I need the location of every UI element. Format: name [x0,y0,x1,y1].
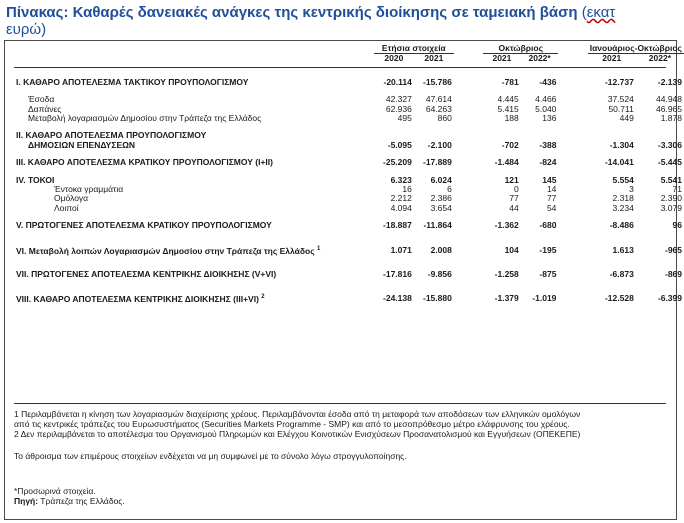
cell-value: 0 [514,184,519,195]
cell-value: 4.445 [497,94,519,105]
header-year: 2022* [648,53,672,64]
header-year: 2021 [602,53,622,64]
row-label: ΔΗΜΟΣΙΩΝ ΕΠΕΝΔΥΣΕΩΝ [28,139,136,150]
header-group-annual: Ετήσια στοιχεία [374,44,454,54]
source-line: Πηγή: Τράπεζα της Ελλάδος. [14,496,125,506]
row-label: VIII. ΚΑΘΑΡΟ ΑΠΟΤΕΛΕΣΜΑ ΚΕΝΤΡΙΚΗΣ ΔΙΟΙΚΗΣΗΣ (III+VI) $^2$ [16,294,265,305]
cell-value: 3 [629,184,634,195]
row-label: VII. ΠΡΩΤΟΓΕΝΕΣ ΑΠΟΤΕΛΕΣΜΑ ΚΕΝΤΡΙΚΗΣ ΔΙΟΙΚΗΣΗΣ (V+VI) [16,268,277,279]
footnote-1: 1 Περιλαμβάνεται η κίνηση των λογαριασμών διαχείρισης χρέους. Περιλαμβάνονται έσοδα από τη μεταφορά των αποδόσεων των ελληνικών ομολόγων [14,409,581,419]
cell-value: 54 [546,202,557,213]
cell-value: -1.258 [494,268,519,279]
row-label: II. ΚΑΘΑΡΟ ΑΠΟΤΕΛΕΣΜΑ ΠΡΟΥΠΟΛΟΓΙΣΜΟΥ [16,130,207,141]
table-row [14,95,684,104]
cell-value: 42.327 [385,94,412,105]
cell-value: 4.466 [535,94,557,105]
cell-value: 2.212 [390,193,412,204]
spacer-row [14,279,684,293]
cell-value: -17.889 [423,157,452,168]
cell-value: -14.041 [604,157,634,168]
cell-value: -2.100 [427,139,452,150]
cell-value: 44 [509,202,519,213]
cell-value: 5.415 [497,103,519,114]
cell-value: -15.880 [423,293,452,304]
cell-value: 47.614 [425,94,452,105]
title-main: Πίνακας: Καθαρές δανειακές ανάγκες της κεντρικής διοίκησης σε ταμειακή βάση [6,4,578,21]
cell-value: 188 [504,113,519,124]
cell-value: -1.304 [609,139,634,150]
cell-value: -1.484 [494,157,519,168]
cell-value: -824 [539,157,557,168]
cell-value: -12.528 [604,293,634,304]
cell-value: -1.362 [494,220,519,231]
row-label: Μεταβολή λογαριασμών Δημοσίου στην Τράπεζα της Ελλάδος [28,113,262,124]
spacer-row [14,64,684,78]
cell-value: 5.541 [660,174,682,185]
data-table [14,44,684,305]
cell-value: 3.234 [612,202,634,213]
table-bottom-divider [14,403,666,404]
cell-value: -2.139 [657,76,682,87]
cell-value: 64.263 [425,103,452,114]
table-row [14,204,684,213]
cell-value: 2.390 [660,193,682,204]
row-label: Λοιποί [54,202,79,213]
cell-value: 2.386 [430,193,452,204]
cell-value: 71 [672,184,682,195]
spacer-row [14,87,684,95]
cell-value: 495 [397,113,412,124]
cell-value: 1.878 [660,113,682,124]
cell-value: 96 [672,220,682,231]
cell-value: -17.816 [383,268,412,279]
row-label: IV. ΤΟΚΟΙ [16,174,55,185]
cell-value: 1.071 [390,244,412,255]
cell-value: -18.887 [383,220,412,231]
table-row [14,245,684,256]
spacer-row [14,231,684,245]
cell-value: -15.786 [423,76,452,87]
cell-value: 1.613 [612,244,634,255]
title-unit: (εκατ ευρώ) [6,4,616,38]
header-year: 2022* [528,53,551,64]
cell-value: -702 [501,139,519,150]
cell-value: -9.856 [427,268,452,279]
cell-value: 44.948 [656,94,682,105]
source-block [14,486,125,506]
cell-value: 5.554 [612,174,634,185]
cell-value: 2.008 [430,244,452,255]
cell-value: -3.306 [657,139,682,150]
cell-value: 2.318 [612,193,634,204]
cell-value: 6.024 [430,174,452,185]
footnote-2: 2 Δεν περιλαμβάνεται το αποτέλεσμα του Οργανισμού Πληρωμών και Ελέγχου Κοινοτικών Ενισχύσεων Προσανατολισμού και Εγγυήσεων (ΟΠΕΚΕΠΕ) [14,429,581,439]
header-year: 2021 [492,53,512,64]
row-label: Δαπάνες [28,103,62,114]
cell-value: 5.040 [535,103,557,114]
table-row [14,114,684,123]
table-row [14,78,684,87]
footnotes [14,409,664,461]
cell-value: -1.019 [532,293,557,304]
rounding-note: Το άθροισμα των επιμέρους στοιχείων ενδέχεται να μη συμφωνεί με το σύνολο λόγω στρογγυλοποίησης. [14,451,407,461]
header-year: 2020 [384,53,404,64]
table-row [14,185,684,194]
spacer-row [14,168,684,176]
row-label: VI. Μεταβολή λοιπών Λογαριασμών Δημοσίου στην Τράπεζα της Ελλάδος $^1$ [16,245,321,256]
table-row [14,158,684,167]
cell-value: -6.873 [609,268,634,279]
cell-value: 14 [546,184,557,195]
cell-value: -12.737 [604,76,634,87]
cell-value: 46.965 [656,103,682,114]
header-divider [14,67,666,68]
header-year: 2021 [424,53,444,64]
row-label: III. ΚΑΘΑΡΟ ΑΠΟΤΕΛΕΣΜΑ ΚΡΑΤΙΚΟΥ ΠΡΟΥΠΟΛΟΓΙΣΜΟΥ (I+II) [16,157,273,168]
cell-value: -1.379 [494,293,519,304]
row-label: Έντοκα γραμμάτια [54,184,124,195]
table-row [14,194,684,203]
cell-value: -5.095 [387,139,412,150]
cell-value: -680 [539,220,557,231]
table-row [14,141,684,150]
cell-value: -195 [539,244,557,255]
cell-value: 6 [447,184,452,195]
cell-value: -25.209 [383,157,412,168]
cell-value: 37.524 [607,94,634,105]
cell-value: -8.486 [609,220,634,231]
row-label: Έσοδα [28,94,55,105]
header-group-jan-oct: Ιανουάριος-Οκτώβριος [588,44,684,54]
cell-value: -436 [539,76,557,87]
cell-value: -24.138 [383,293,412,304]
cell-value: -869 [664,268,682,279]
table-row [14,221,684,230]
header-group-october: Οκτώβριος [483,44,558,54]
cell-value: -875 [539,268,557,279]
cell-value: 136 [542,113,557,124]
cell-value: -20.114 [383,76,412,87]
cell-value: 449 [619,113,634,124]
footnote-1-cont: από τις κεντρικές τράπεζες του Ευρωσυστήματος (Securities Markets Programme - SMP) και από το μεσοπρόθεσμο μέτρο ελάφρυνσης του χρέους. [14,419,570,429]
cell-value: -781 [501,76,519,87]
cell-value: 860 [437,113,452,124]
cell-value: -388 [539,139,557,150]
cell-value: -5.445 [657,157,682,168]
cell-value: -11.864 [423,220,452,231]
cell-value: 62.936 [385,103,412,114]
spacer-row [14,256,684,270]
cell-value: 145 [542,174,557,185]
cell-value: 50.711 [608,103,634,114]
provisional-note: *Προσωρινά στοιχεία. [14,486,96,496]
row-label: V. ΠΡΩΤΟΓΕΝΕΣ ΑΠΟΤΕΛΕΣΜΑ ΚΡΑΤΙΚΟΥ ΠΡΟΥΠΟΛΟΓΙΣΜΟΥ [16,220,272,231]
cell-value: 4.094 [390,202,412,213]
cell-value: 3.654 [430,202,452,213]
table-row [14,270,684,279]
cell-value: 121 [504,174,519,185]
cell-value: 77 [546,193,557,204]
cell-value: -6.399 [657,293,682,304]
cell-value: 77 [509,193,519,204]
table-row [14,293,684,304]
cell-value: -965 [664,244,682,255]
row-label: Ομόλογα [54,193,89,204]
cell-value: 6.323 [390,174,412,185]
page-title [6,4,678,38]
cell-value: 3.079 [660,202,682,213]
cell-value: 104 [504,244,519,255]
cell-value: 16 [402,184,412,195]
row-label: I. ΚΑΘΑΡΟ ΑΠΟΤΕΛΕΣΜΑ ΤΑΚΤΙΚΟΥ ΠΡΟΥΠΟΛΟΓΙΣΜΟΥ [16,76,249,87]
